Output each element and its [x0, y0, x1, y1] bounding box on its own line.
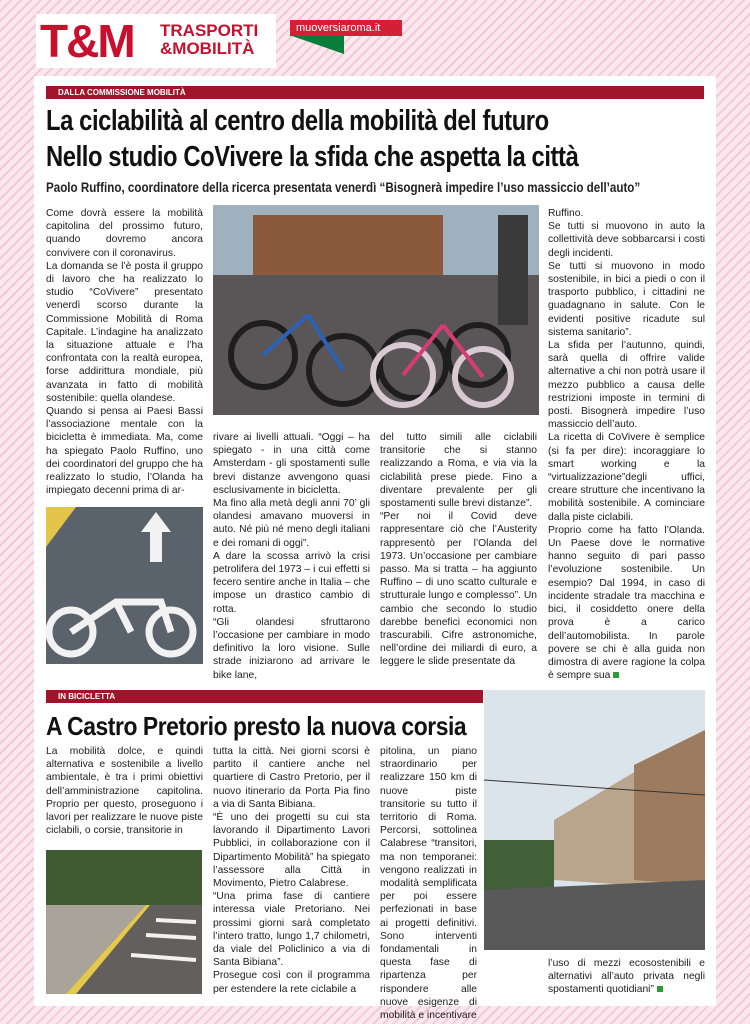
logo-mark: T&M [40, 15, 134, 67]
article1-column4-text: Ruffino. Se tutti si muovono in auto la collettività deve sobbarcarsi i costi degli incidenti. Se tutti si muovono in modo sostenibile, in bici a piedi o con il trasporto pubblico, i cittadini ne guadagnano in salute. Con le evidenti positive ricadute sul sistema sanitario”. La sfida per l’autunno, quindi, sarà quella di offrire valide alternative a chi non potrà usare il mezzo pubblico a causa delle restrizioni imposte in termini di posti. Bisognerà impedire l’uso massiccio dell’auto. La ricetta di CoVivere è semplice (si fa per dire): incoraggiare lo smart working e la “virtualizzazione”degli uffici, creare strutture che incentivano la mobilità sostenibile. A cominciare dalla piste ciclabili. Proprio come ha fatto l’Olanda. Un Paese dove le normative hanno seguito di pari passo l’evoluzione sostenibile. Un esempio? Dal 1994, in caso di incidente stradale tra macchina e bici, il cosiddetto onere della prova è a carico dell’automobilista. In parole povere se chi è alla guida non dimostra di avere ragione la colpa è sempre sua [548, 208, 705, 682]
article2-column3: pitolina, un piano straordinario per realizzare 150 km di nuove piste transitorie su tutto il territorio di Roma. Percorsi, sottolinea Calabrese “transitori, ma non temporanei: vengono realizzati in modalità semplificata per poi essere perfezionati in base ai progetti definitivi. Sono interventi fondamentali in questa fase di ripartenza per rispondere alle nuove esigenze di mobilità e incentivare [380, 746, 477, 1022]
article1-column1: Come dovrà essere la mobilità capitolina del prossimo futuro, quando dovremo ancora convivere con il coronavirus. La domanda se l’è posta il gruppo di lavoro che ha realizzato lo studio “CoVivere” presentato venerdì scorso durante la Commissione Mobilità di Roma Capitale. L’indagine ha analizzato la situazione attuale e l’ha confrontata con la realtà europea, forse addirittura mondiale, più avanzata in fatto di mobilità sostenibile: quella olandese. Quando si pensa ai Paesi Bassi l’associazione mentale con la bicicletta è immediata. Ma, come ha spiegato Paolo Ruffino, uno dei coordinatori del gruppo che ha realizzato lo studio, l’Olanda ha impiegato decenni prima di ar- [46, 208, 203, 497]
article2-column4 [548, 957, 705, 999]
section-bar-cycling: IN BICICLETTA [46, 690, 483, 703]
bike-lane-photo [46, 507, 203, 664]
section-bar-mobility: DALLA COMMISSIONE MOBILITÀ [46, 86, 704, 99]
article1-column3: del tutto simili alle ciclabili transitorie che si stanno realizzando a Roma, e via via la ciclabilità prese piede. Fino a diventare prevalente per gli spostamenti sulle brevi distanze”. “Per noi il Covid deve rappresentare ciò che l’Austerity rappresentò per l’Olanda del 1973. Un’occasione per cambiare passo. Ma si tratta – ha aggiunto Ruffino – di uno scatto culturale e strutturale lungo e complesso”. Un cambio che secondo lo studio darebbe benefici economici non trascurabili. Cifre astronomiche, nell’ordine dei miliardi di euro, a leggere le slide presentate da [380, 432, 537, 668]
street-photo [484, 690, 705, 950]
article2-column4-text: l’uso di mezzi ecosostenibili e alternativi all’auto privata negli spostamenti quotidiani” [548, 958, 705, 996]
logo-line1: TRASPORTI [160, 21, 259, 40]
article2-column2: tutta la città. Nei giorni scorsi è partito il cantiere anche nel quartiere di Castro Pretorio, per il nuovo itinerario da Porta Pia fino a via di Santa Bibiana. “È uno dei progetti su cui sta lavorando il Dipartimento Lavori Pubblici, in collaborazione con il Dipartimento Mobilità” ha spiegato l’assessore alla Città in Movimento, Pietro Calabrese. “Una prima fase di cantiere interessa viale Pretoriano. Nei prossimi giorni sarà completato l’intero tratto, lungo 1,7 chilometri, da viale del Policlinico a via di Santa Bibiana”. Prosegue così con il programma per estendere la rete ciclabile a [213, 746, 370, 995]
end-of-article-mark [613, 672, 619, 678]
logo-wordmark [160, 22, 258, 58]
site-flag-shape [292, 36, 344, 54]
cycle-path-illustration [46, 850, 202, 994]
headline-line2: Nello studio CoVivere la sfida che aspetta la città [46, 141, 579, 173]
headline-castro-pretorio: A Castro Pretorio presto la nuova corsia [46, 711, 467, 741]
bikes-illustration [213, 205, 539, 415]
article2-column1: La mobilità dolce, e quindi alternativa e sostenibile a livello ambientale, è tra i primi obiettivi dell’amministrazione capitolina. Proprio per questo, proseguono i lavori per realizzare le nuove piste ciclabili, o corsie, transitorie in [46, 746, 203, 837]
bikes-photo [213, 205, 539, 415]
end-of-article-mark [657, 986, 663, 992]
bike-lane-illustration [46, 507, 203, 664]
cycle-path-photo [46, 850, 202, 994]
masthead-logo [36, 14, 276, 68]
article-subtitle: Paolo Ruffino, coordinatore della ricerca presentata venerdì “Bisognerà impedire l’uso massiccio dell’auto” [46, 180, 641, 195]
site-link[interactable]: muoversiaroma.it [290, 20, 402, 36]
article1-column4 [548, 207, 705, 682]
headline-line1: La ciclabilità al centro della mobilità del futuro [46, 105, 549, 137]
street-illustration [484, 690, 705, 950]
article1-column2: rivare ai livelli attuali. “Oggi – ha spiegato - in una città come Amsterdam - gli spostamenti sulle brevi distanze avvengono quasi esclusivamente in bicicletta. Ma fino alla metà degli anni 70’ gli olandesi amavano muoversi in auto. Né più né meno degli italiani e dei romani di oggi”. A dare la scossa arrivò la crisi petrolifera del 1973 – i cui effetti si fecero sentire anche in Italia – che impose un drastico cambio di rotta. “Gli olandesi sfruttarono l’occasione per cambiare in modo definitivo la loro visione. Sulle strade iniziarono ad arrivare le bike lane, [213, 432, 370, 681]
logo-line2: &MOBILITÀ [160, 39, 255, 58]
